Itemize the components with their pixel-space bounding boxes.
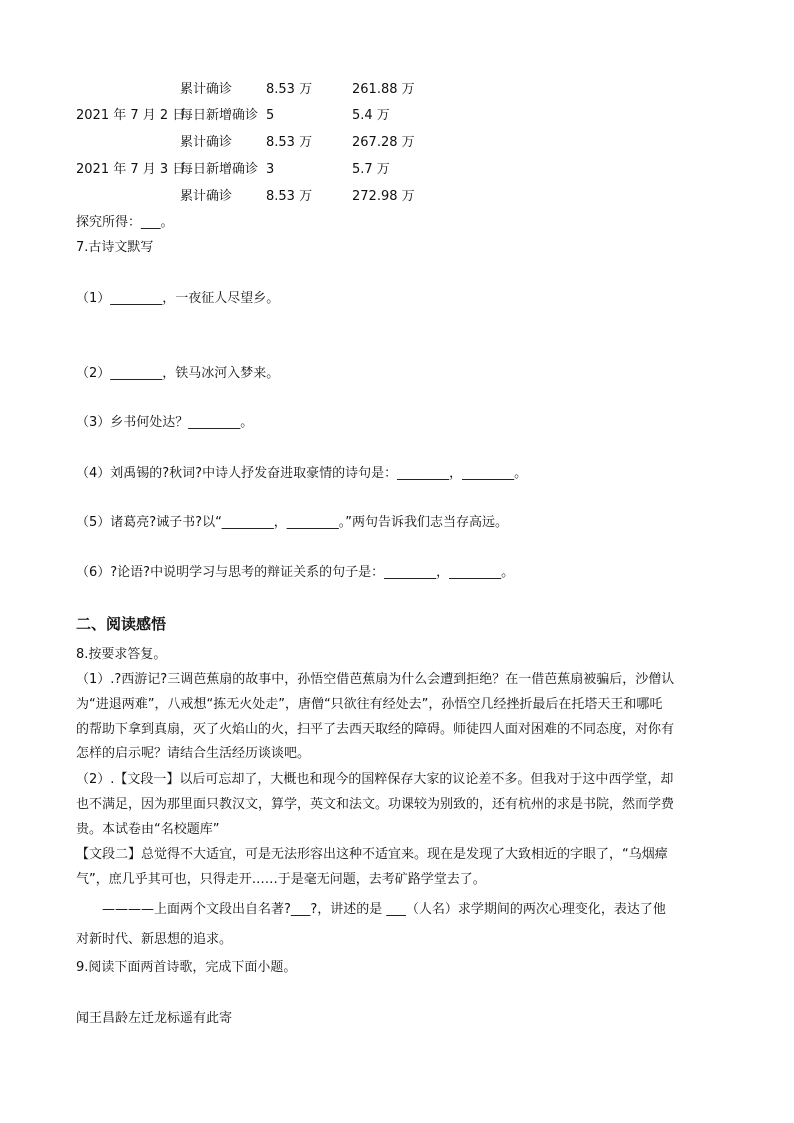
- poem-title: 闻王昌龄左迁龙标遥有此寄: [76, 1011, 233, 1026]
- q8-line: 气”，庶几乎其可也，只得走开……于是毫无问题，去考矿路学堂去了。: [76, 872, 486, 887]
- stat-value-a: 8.53 万: [266, 82, 313, 97]
- q8-line: 的帮助下拿到真扇，灭了火焰山的火，扫平了去西天取经的障碍。师徒四人面对困难的不同态度，对你有: [76, 722, 675, 737]
- q7-item-5: （5）诸葛亮?诫子书?以“________，________。”两句告诉我们志当存高远。: [76, 515, 509, 530]
- q7-item-6: （6）?论语?中说明学习与思考的辩证关系的句子是：________，________。: [76, 565, 515, 580]
- finding-line: 探究所得：___。: [76, 215, 174, 230]
- stat-value-b: 5.7 万: [352, 162, 390, 177]
- stat-value-a: 8.53 万: [266, 135, 313, 150]
- q7-item-4: （4）刘禹锡的?秋词?中诗人抒发奋进取豪情的诗句是：________，________。: [76, 466, 528, 481]
- stat-value-b: 261.88 万: [352, 82, 415, 97]
- stat-value-b: 5.4 万: [352, 108, 390, 123]
- stat-label: 累计确诊: [180, 189, 233, 204]
- stat-value-a: 8.53 万: [266, 189, 313, 204]
- q7-item-1: （1）________，一夜征人尽望乡。: [76, 291, 280, 306]
- q8-line: 也不满足，因为那里面只教汉文，算学，英文和法文。功课较为别致的，还有杭州的求是书院，然而学费: [76, 797, 675, 812]
- section-title: 二、阅读感悟: [76, 615, 167, 633]
- stat-label: 累计确诊: [180, 82, 233, 97]
- q8-line: 对新时代、新思想的追求。: [76, 932, 233, 947]
- q7-item-2: （2）________，铁马冰河入梦来。: [76, 366, 280, 381]
- stat-value-b: 267.28 万: [352, 135, 415, 150]
- stat-value-b: 272.98 万: [352, 189, 415, 204]
- question-9-title: 9.阅读下面两首诗歌，完成下面小题。: [76, 960, 297, 975]
- question-8-title: 8.按要求答复。: [76, 647, 167, 662]
- q8-line: 为“进退两难”，八戒想“拣无火处走”，唐僧“只欲往有经处去”，孙悟空几经挫折最后在托塔天王和哪吒: [76, 697, 663, 712]
- q8-line: 贵。本试卷由“名校题库”: [76, 822, 220, 837]
- q8-line: 【文段二】总觉得不大适宜，可是无法形容出这种不适宜来。现在是发现了大致相近的字眼了，“乌烟瘴: [76, 847, 668, 862]
- q7-item-3: （3）乡书何处达？________。: [76, 415, 254, 430]
- stat-label: 累计确诊: [180, 135, 233, 150]
- stat-label: 每日新增确诊: [180, 108, 259, 123]
- stat-value-a: 5: [266, 108, 275, 123]
- q8-line: 怎样的启示呢？请结合生活经历谈谈吧。: [76, 746, 311, 761]
- stat-label: 每日新增确诊: [180, 162, 259, 177]
- q8-line: （2）.【文段一】以后可忘却了，大概也和现今的国粹保存大家的议论差不多。但我对于这中西学堂，却: [76, 772, 674, 787]
- stat-value-a: 3: [266, 162, 275, 177]
- q8-line: （1）.?西游记?三调芭蕉扇的故事中，孙悟空借芭蕉扇为什么会遭到拒绝？在一借芭蕉扇被骗后，沙僧认: [76, 672, 675, 687]
- question-7-title: 7.古诗文默写: [76, 240, 154, 255]
- q8-line: ————上面两个文段出自名著?___?，讲述的是 ___（人名）求学期间的两次心理变化，表达了他: [76, 902, 666, 917]
- stat-date: 2021 年 7 月 3 日: [76, 162, 186, 177]
- stat-date: 2021 年 7 月 2 日: [76, 108, 186, 123]
